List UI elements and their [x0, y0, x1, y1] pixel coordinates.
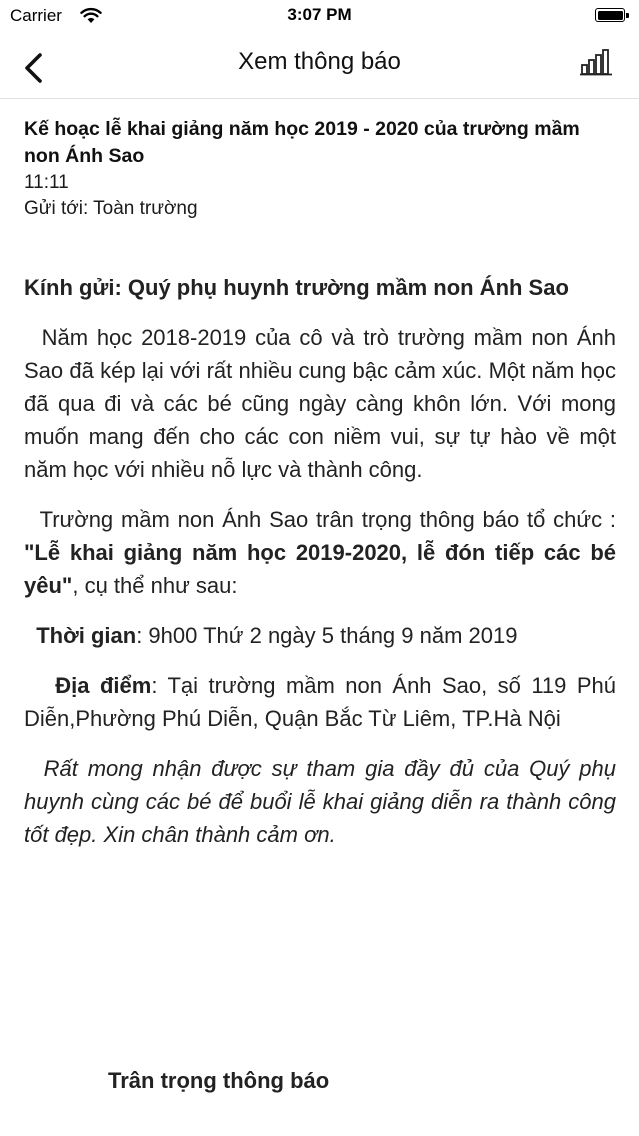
navigation-bar — [0, 34, 639, 99]
notice-title: Kế hoạc lễ khai giảng năm học 2019 - 2020 của trường mầm non Ánh Sao — [24, 118, 580, 167]
carrier-label: Carrier — [10, 6, 62, 25]
time-label: Thời gian — [36, 623, 137, 648]
battery-icon — [595, 8, 629, 23]
closing-paragraph: Rất mong nhận được sự tham gia đầy đủ của Quý phụ huynh cùng các bé để buổi lễ khai giảng diễn ra thành công tốt đẹp. Xin chân thành cảm ơn. — [24, 756, 616, 847]
notice-time: 11:11 — [24, 172, 69, 193]
page-title: Xem thông báo — [238, 48, 401, 75]
notice-body — [24, 271, 616, 851]
bar-chart-icon — [579, 48, 615, 78]
status-bar — [0, 0, 639, 34]
paragraph-intro: Năm học 2018-2019 của cô và trò trường mầm non Ánh Sao đã kép lại với rất nhiều cung bậc cảm xúc. Một năm học đã qua đi và các bé cũng ngày càng khôn lớn. Với mong muốn mang đến cho các con niềm vui, sự tự hào về một năm học với nhiều nỗ lực và thành công. — [24, 325, 616, 482]
event-time: Thời gian: 9h00 Thứ 2 ngày 5 tháng 9 năm 2019 — [36, 623, 518, 648]
place-label: Địa điểm — [55, 673, 152, 698]
signoff: Trân trọng thông báo — [108, 1068, 330, 1093]
notice-content — [24, 98, 616, 868]
status-time: 3:07 PM — [287, 5, 352, 24]
event-name: "Lễ khai giảng năm học 2019-2020, lễ đón tiếp các bé yêu" — [24, 540, 616, 598]
back-button[interactable] — [14, 48, 54, 88]
statistics-button[interactable] — [579, 48, 615, 78]
paragraph-announcement: Trường mầm non Ánh Sao trân trọng thông báo tổ chức : "Lễ khai giảng năm học 2019-2020, lễ đón tiếp các bé yêu", cụ thể như sau: — [24, 507, 616, 598]
notice-recipient: Gửi tới: Toàn trường — [24, 198, 198, 219]
event-place: Địa điểm: Tại trường mầm non Ánh Sao, số 119 Phú Diễn,Phường Phú Diễn, Quận Bắc Từ Liêm, TP.Hà Nội — [24, 673, 616, 731]
chevron-left-icon — [14, 48, 54, 88]
greeting: Kính gửi: Quý phụ huynh trường mầm non Ánh Sao — [24, 275, 569, 300]
